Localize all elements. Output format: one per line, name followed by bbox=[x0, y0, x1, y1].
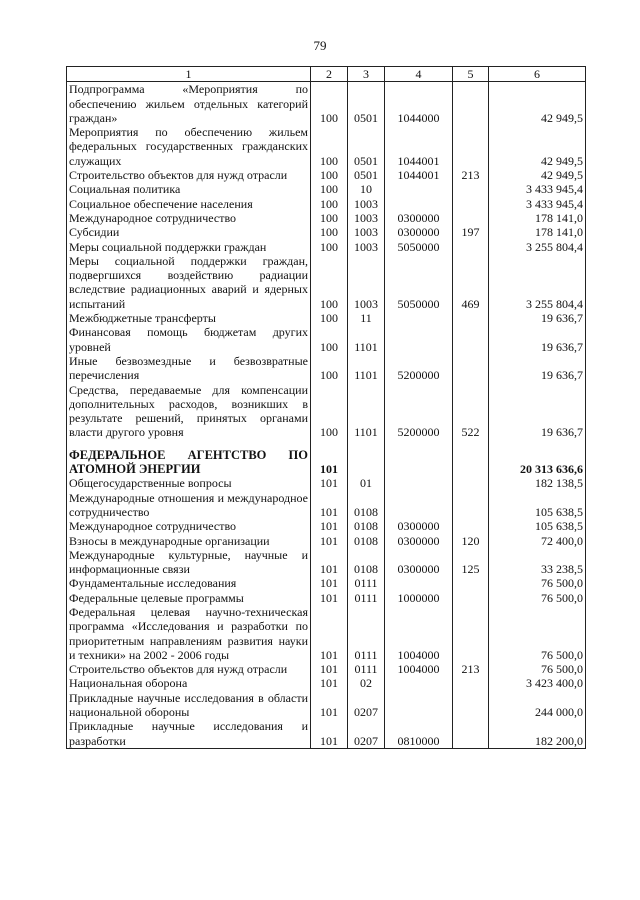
spacer-cell bbox=[489, 440, 586, 448]
item-name: Фундаментальные исследования bbox=[67, 576, 311, 590]
expense-type-code: 120 bbox=[453, 534, 489, 548]
target-article-code: 0300000 bbox=[385, 211, 453, 225]
table-row bbox=[67, 82, 586, 125]
ministry-code: 101 bbox=[311, 491, 348, 520]
section-code bbox=[348, 448, 385, 477]
section-code: 1101 bbox=[348, 383, 385, 440]
expense-type-code bbox=[453, 691, 489, 720]
expense-type-code: 469 bbox=[453, 254, 489, 311]
target-article-code: 1044001 bbox=[385, 168, 453, 182]
ministry-code: 100 bbox=[311, 197, 348, 211]
table-row bbox=[67, 383, 586, 440]
expense-type-code bbox=[453, 591, 489, 605]
amount: 33 238,5 bbox=[489, 548, 586, 577]
section-code: 1003 bbox=[348, 197, 385, 211]
section-code: 0111 bbox=[348, 576, 385, 590]
expense-type-code bbox=[453, 519, 489, 533]
expense-type-code: 522 bbox=[453, 383, 489, 440]
item-name: Социальная политика bbox=[67, 182, 311, 196]
table-row bbox=[67, 168, 586, 182]
ministry-code: 100 bbox=[311, 311, 348, 325]
item-name: Международные отношения и международное сотрудничество bbox=[67, 491, 311, 520]
table-row bbox=[67, 491, 586, 520]
ministry-code: 101 bbox=[311, 476, 348, 490]
amount: 105 638,5 bbox=[489, 491, 586, 520]
item-name: Федеральные целевые программы bbox=[67, 591, 311, 605]
expense-type-code bbox=[453, 82, 489, 125]
target-article-code bbox=[385, 491, 453, 520]
section-code: 0207 bbox=[348, 691, 385, 720]
ministry-code: 100 bbox=[311, 168, 348, 182]
ministry-code: 101 bbox=[311, 691, 348, 720]
expense-type-code bbox=[453, 182, 489, 196]
expense-type-code bbox=[453, 325, 489, 354]
target-article-code: 5050000 bbox=[385, 254, 453, 311]
amount: 42 949,5 bbox=[489, 125, 586, 168]
target-article-code: 0300000 bbox=[385, 548, 453, 577]
amount: 3 433 945,4 bbox=[489, 182, 586, 196]
table-row bbox=[67, 211, 586, 225]
section-code: 0501 bbox=[348, 82, 385, 125]
ministry-code: 100 bbox=[311, 225, 348, 239]
table-row bbox=[67, 691, 586, 720]
table-row bbox=[67, 476, 586, 490]
amount: 76 500,0 bbox=[489, 576, 586, 590]
table-row bbox=[67, 591, 586, 605]
amount: 42 949,5 bbox=[489, 82, 586, 125]
table-body bbox=[67, 82, 586, 749]
section-code: 0108 bbox=[348, 534, 385, 548]
target-article-code bbox=[385, 691, 453, 720]
target-article-code: 0300000 bbox=[385, 225, 453, 239]
table-row bbox=[67, 534, 586, 548]
ministry-code: 101 bbox=[311, 719, 348, 748]
amount: 178 141,0 bbox=[489, 211, 586, 225]
ministry-code: 101 bbox=[311, 591, 348, 605]
section-code: 0108 bbox=[348, 548, 385, 577]
ministry-code: 100 bbox=[311, 354, 348, 383]
ministry-code: 100 bbox=[311, 254, 348, 311]
item-name: Межбюджетные трансферты bbox=[67, 311, 311, 325]
amount: 244 000,0 bbox=[489, 691, 586, 720]
target-article-code: 1044000 bbox=[385, 82, 453, 125]
ministry-code: 100 bbox=[311, 125, 348, 168]
item-name: Строительство объектов для нужд отрасли bbox=[67, 168, 311, 182]
expense-type-code bbox=[453, 240, 489, 254]
amount: 76 500,0 bbox=[489, 605, 586, 662]
section-code: 0111 bbox=[348, 591, 385, 605]
table-header-row bbox=[67, 67, 586, 82]
target-article-code: 0300000 bbox=[385, 519, 453, 533]
ministry-code: 101 bbox=[311, 519, 348, 533]
header-col-5: 5 bbox=[453, 67, 489, 82]
amount: 19 636,7 bbox=[489, 383, 586, 440]
section-code: 0207 bbox=[348, 719, 385, 748]
expense-type-code bbox=[453, 125, 489, 168]
ministry-code: 100 bbox=[311, 211, 348, 225]
item-name: ФЕДЕРАЛЬНОЕ АГЕНТСТВО ПО АТОМНОЙ ЭНЕРГИИ bbox=[67, 448, 311, 477]
amount: 105 638,5 bbox=[489, 519, 586, 533]
section-code: 02 bbox=[348, 676, 385, 690]
spacer-cell bbox=[348, 440, 385, 448]
item-name: Меры социальной поддержки граждан bbox=[67, 240, 311, 254]
item-name: Строительство объектов для нужд отрасли bbox=[67, 662, 311, 676]
amount: 19 636,7 bbox=[489, 354, 586, 383]
table-row bbox=[67, 354, 586, 383]
target-article-code: 0810000 bbox=[385, 719, 453, 748]
expense-type-code: 213 bbox=[453, 662, 489, 676]
expense-type-code bbox=[453, 211, 489, 225]
spacer-cell bbox=[453, 440, 489, 448]
ministry-code: 101 bbox=[311, 605, 348, 662]
ministry-code: 101 bbox=[311, 576, 348, 590]
table-row-agency-header bbox=[67, 448, 586, 477]
table-row bbox=[67, 519, 586, 533]
target-article-code: 1044001 bbox=[385, 125, 453, 168]
item-name: Мероприятия по обеспечению жильем федеральных государственных гражданских служащих bbox=[67, 125, 311, 168]
amount: 72 400,0 bbox=[489, 534, 586, 548]
target-article-code bbox=[385, 448, 453, 477]
ministry-code: 101 bbox=[311, 662, 348, 676]
ministry-code: 100 bbox=[311, 240, 348, 254]
target-article-code: 5200000 bbox=[385, 383, 453, 440]
table-row bbox=[67, 662, 586, 676]
item-name: Национальная оборона bbox=[67, 676, 311, 690]
target-article-code bbox=[385, 676, 453, 690]
header-col-2: 2 bbox=[311, 67, 348, 82]
table-row bbox=[67, 576, 586, 590]
item-name: Федеральная целевая научно-техническая программа «Исследования и разработки по приоритетным направлениям развития науки и техники» на 2002 - 2006 годы bbox=[67, 605, 311, 662]
item-name: Финансовая помощь бюджетам других уровней bbox=[67, 325, 311, 354]
budget-table bbox=[66, 66, 586, 749]
item-name: Меры социальной поддержки граждан, подвергшихся воздействию радиации вследствие радиационных аварий и ядерных испытаний bbox=[67, 254, 311, 311]
amount: 3 255 804,4 bbox=[489, 240, 586, 254]
ministry-code: 100 bbox=[311, 182, 348, 196]
spacer-cell bbox=[385, 440, 453, 448]
expense-type-code bbox=[453, 576, 489, 590]
table-row bbox=[67, 125, 586, 168]
table-row bbox=[67, 548, 586, 577]
amount: 182 200,0 bbox=[489, 719, 586, 748]
table-row bbox=[67, 325, 586, 354]
spacer-cell bbox=[67, 440, 311, 448]
page-number: 79 bbox=[313, 38, 327, 53]
section-code: 0108 bbox=[348, 491, 385, 520]
table-row bbox=[67, 197, 586, 211]
expense-type-code bbox=[453, 491, 489, 520]
item-name: Международное сотрудничество bbox=[67, 211, 311, 225]
item-name: Прикладные научные исследования и разработки bbox=[67, 719, 311, 748]
target-article-code bbox=[385, 476, 453, 490]
target-article-code: 1004000 bbox=[385, 605, 453, 662]
table-row bbox=[67, 254, 586, 311]
item-name: Подпрограмма «Мероприятия по обеспечению жильем отдельных категорий граждан» bbox=[67, 82, 311, 125]
table-row bbox=[67, 182, 586, 196]
header-col-3: 3 bbox=[348, 67, 385, 82]
target-article-code: 5050000 bbox=[385, 240, 453, 254]
section-code: 0501 bbox=[348, 168, 385, 182]
section-code: 1101 bbox=[348, 325, 385, 354]
target-article-code: 5200000 bbox=[385, 354, 453, 383]
amount: 178 141,0 bbox=[489, 225, 586, 239]
ministry-code: 100 bbox=[311, 325, 348, 354]
item-name: Международные культурные, научные и информационные связи bbox=[67, 548, 311, 577]
item-name: Субсидии bbox=[67, 225, 311, 239]
section-code: 10 bbox=[348, 182, 385, 196]
table-row bbox=[67, 719, 586, 748]
section-code: 0108 bbox=[348, 519, 385, 533]
expense-type-code bbox=[453, 676, 489, 690]
amount: 76 500,0 bbox=[489, 591, 586, 605]
expense-type-code bbox=[453, 311, 489, 325]
expense-type-code: 213 bbox=[453, 168, 489, 182]
table-row bbox=[67, 676, 586, 690]
target-article-code: 1000000 bbox=[385, 591, 453, 605]
ministry-code: 101 bbox=[311, 676, 348, 690]
spacer-cell bbox=[311, 440, 348, 448]
expense-type-code bbox=[453, 605, 489, 662]
amount: 3 433 945,4 bbox=[489, 197, 586, 211]
item-name: Социальное обеспечение населения bbox=[67, 197, 311, 211]
section-code: 1003 bbox=[348, 225, 385, 239]
target-article-code: 0300000 bbox=[385, 534, 453, 548]
ministry-code: 100 bbox=[311, 82, 348, 125]
section-code: 1003 bbox=[348, 254, 385, 311]
item-name: Взносы в международные организации bbox=[67, 534, 311, 548]
expense-type-code bbox=[453, 719, 489, 748]
table-row bbox=[67, 311, 586, 325]
target-article-code bbox=[385, 197, 453, 211]
amount: 76 500,0 bbox=[489, 662, 586, 676]
item-name: Международное сотрудничество bbox=[67, 519, 311, 533]
expense-type-code: 197 bbox=[453, 225, 489, 239]
expense-type-code bbox=[453, 197, 489, 211]
target-article-code bbox=[385, 325, 453, 354]
target-article-code bbox=[385, 311, 453, 325]
ministry-code: 100 bbox=[311, 383, 348, 440]
ministry-code: 101 bbox=[311, 548, 348, 577]
header-col-1: 1 bbox=[67, 67, 311, 82]
amount: 19 636,7 bbox=[489, 325, 586, 354]
spacer-row bbox=[67, 440, 586, 448]
table-row bbox=[67, 605, 586, 662]
expense-type-code bbox=[453, 476, 489, 490]
expense-type-code bbox=[453, 354, 489, 383]
ministry-code: 101 bbox=[311, 534, 348, 548]
item-name: Общегосударственные вопросы bbox=[67, 476, 311, 490]
expense-type-code bbox=[453, 448, 489, 477]
header-col-4: 4 bbox=[385, 67, 453, 82]
amount: 182 138,5 bbox=[489, 476, 586, 490]
section-code: 11 bbox=[348, 311, 385, 325]
target-article-code bbox=[385, 576, 453, 590]
section-code: 1003 bbox=[348, 211, 385, 225]
section-code: 1003 bbox=[348, 240, 385, 254]
item-name: Иные безвозмездные и безвозвратные перечисления bbox=[67, 354, 311, 383]
item-name: Прикладные научные исследования в области национальной обороны bbox=[67, 691, 311, 720]
section-code: 0111 bbox=[348, 662, 385, 676]
item-name: Средства, передаваемые для компенсации дополнительных расходов, возникших в результате решений, принятых органами власти другого уровня bbox=[67, 383, 311, 440]
section-code: 0501 bbox=[348, 125, 385, 168]
section-code: 01 bbox=[348, 476, 385, 490]
ministry-code: 101 bbox=[311, 448, 348, 477]
amount: 3 255 804,4 bbox=[489, 254, 586, 311]
target-article-code bbox=[385, 182, 453, 196]
amount: 42 949,5 bbox=[489, 168, 586, 182]
amount: 19 636,7 bbox=[489, 311, 586, 325]
header-col-6: 6 bbox=[489, 67, 586, 82]
table-row bbox=[67, 225, 586, 239]
amount: 3 423 400,0 bbox=[489, 676, 586, 690]
expense-type-code: 125 bbox=[453, 548, 489, 577]
section-code: 1101 bbox=[348, 354, 385, 383]
table-row bbox=[67, 240, 586, 254]
target-article-code: 1004000 bbox=[385, 662, 453, 676]
amount: 20 313 636,6 bbox=[489, 448, 586, 477]
section-code: 0111 bbox=[348, 605, 385, 662]
